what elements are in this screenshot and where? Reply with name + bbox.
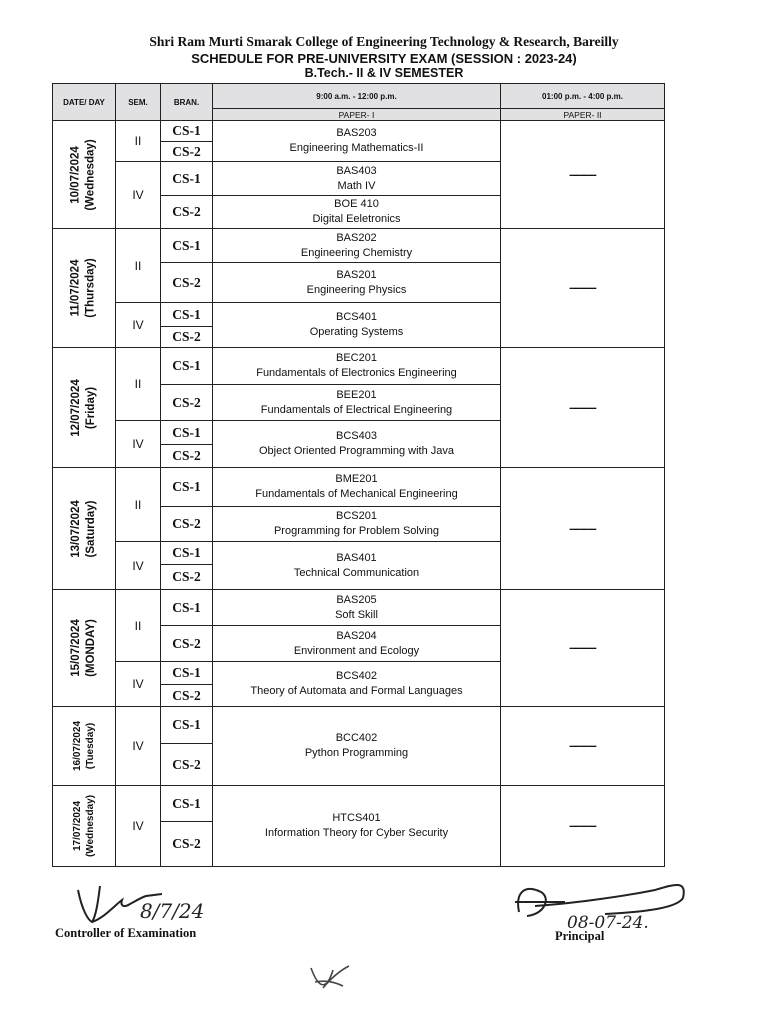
paper-code: BOE 410: [334, 198, 379, 210]
paper-cell: [212, 347, 501, 385]
paper2-cell: ----------: [500, 228, 665, 348]
branch-cell: CS-2: [160, 506, 213, 542]
sem-cell: IV: [115, 302, 161, 348]
paper-name: Information Theory for Cyber Security: [264, 827, 449, 839]
paper-name: Programming for Problem Solving: [273, 525, 440, 537]
paper-cell: [212, 120, 501, 162]
exam-day: (Saturday): [85, 500, 97, 557]
branch-cell: CS-1: [160, 706, 213, 744]
branch-cell: CS-1: [160, 785, 213, 822]
paper-name: Engineering Chemistry: [300, 246, 413, 259]
sem-cell: IV: [115, 420, 161, 468]
paper-cell: [212, 541, 501, 590]
controller-label: Controller of Examination: [55, 926, 197, 940]
header-date-day: DATE/ DAY: [52, 83, 116, 121]
sem-cell: IV: [115, 785, 161, 867]
date-cell: [52, 120, 116, 229]
paper-cell: [212, 706, 501, 786]
paper-name: Engineering Physics: [306, 283, 407, 296]
paper-code: BAS203: [336, 127, 377, 139]
paper-cell: [212, 161, 501, 196]
date-cell: [52, 785, 116, 867]
exam-day: (Thursday): [84, 258, 97, 318]
sem-cell: II: [115, 467, 161, 542]
initials-mark: [305, 960, 355, 994]
branch-cell: CS-1: [160, 420, 213, 445]
paper-code: BCC402: [335, 732, 378, 744]
paper-cell: [212, 302, 501, 348]
paper2-cell: ----------: [500, 120, 665, 229]
paper-cell: [212, 384, 501, 421]
sem-cell: IV: [115, 541, 161, 590]
branch-cell: CS-2: [160, 821, 213, 867]
branch-cell: CS-2: [160, 384, 213, 421]
paper2-cell: ----------: [500, 706, 665, 786]
paper-name: Digital Eeletronics: [312, 213, 401, 225]
header-paper2: PAPER- II: [500, 108, 665, 121]
branch-cell: CS-1: [160, 302, 213, 327]
branch-cell: CS-1: [160, 541, 213, 565]
paper-cell: [212, 625, 501, 662]
paper-code: HTCS401: [332, 812, 381, 824]
branch-cell: CS-2: [160, 743, 213, 786]
date-cell: [52, 706, 116, 786]
header-sem: SEM.: [115, 83, 161, 121]
paper-code: BCS402: [336, 670, 377, 682]
sem-cell: II: [115, 347, 161, 421]
paper-cell: [212, 228, 501, 263]
exam-day: (Wednesday): [85, 138, 98, 211]
sem-cell: IV: [115, 706, 161, 786]
paper-code: BAS205: [336, 593, 377, 606]
branch-cell: CS-2: [160, 141, 213, 162]
paper-cell: [212, 467, 501, 507]
paper-name: Fundamentals of Mechanical Engineering: [255, 488, 458, 500]
college-name: Shri Ram Murti Smarak College of Engineering Technology & Research, Bareilly: [149, 34, 619, 49]
paper-code: BAS403: [336, 164, 377, 177]
paper-cell: [212, 661, 501, 707]
paper2-cell: ----------: [500, 347, 665, 468]
sem-cell: IV: [115, 661, 161, 707]
paper-name: Theory of Automata and Formal Languages: [250, 685, 463, 697]
paper-code: BCS403: [336, 430, 377, 442]
paper2-cell: ----------: [500, 589, 665, 707]
paper-name: Fundamentals of Electrical Engineering: [260, 403, 453, 416]
paper-code: BAS204: [336, 629, 377, 642]
paper-code: BEE201: [336, 388, 377, 401]
branch-cell: CS-1: [160, 589, 213, 626]
branch-cell: CS-1: [160, 161, 213, 196]
paper-cell: [212, 785, 501, 867]
principal-signature-date: 08-07-24.: [567, 913, 649, 933]
paper-cell: [212, 589, 501, 626]
exam-date: 12/07/2024: [70, 378, 82, 437]
sem-cell: II: [115, 589, 161, 662]
branch-cell: CS-2: [160, 195, 213, 229]
paper2-cell: ----------: [500, 785, 665, 867]
paper-name: Math IV: [337, 179, 376, 192]
paper-name: Engineering Mathematics-II: [289, 142, 424, 154]
paper-code: BCS401: [336, 311, 377, 323]
program-title: B.Tech.- II & IV SEMESTER: [304, 66, 464, 80]
paper-name: Environment and Ecology: [293, 644, 420, 657]
sem-cell: IV: [115, 161, 161, 229]
paper-cell: [212, 506, 501, 542]
paper-name: Object Oriented Programming with Java: [258, 445, 455, 457]
sem-cell: II: [115, 228, 161, 303]
paper-code: BAS401: [336, 551, 377, 564]
branch-cell: CS-1: [160, 120, 213, 142]
branch-cell: CS-2: [160, 444, 213, 468]
header-paper1: PAPER- I: [212, 108, 501, 121]
exam-date: 13/07/2024: [70, 499, 82, 558]
paper-code: BEC201: [336, 352, 377, 364]
exam-date: 16/07/2024: [72, 720, 83, 772]
branch-cell: CS-2: [160, 262, 213, 303]
exam-day: (Wednesday): [85, 794, 96, 858]
exam-date: 15/07/2024: [70, 619, 82, 677]
paper-code: BME201: [335, 473, 378, 485]
branch-cell: CS-2: [160, 625, 213, 662]
exam-day: (Friday): [85, 386, 97, 429]
exam-date: 11/07/2024: [69, 259, 82, 317]
branch-cell: CS-2: [160, 564, 213, 590]
controller-signature-date: 8/7/24: [140, 899, 205, 923]
paper-name: Operating Systems: [309, 326, 404, 338]
sem-cell: II: [115, 120, 161, 162]
header-slot1-time: 9:00 a.m. - 12:00 p.m.: [212, 83, 501, 109]
paper-name: Fundamentals of Electronics Engineering: [256, 367, 457, 379]
paper-code: BAS201: [336, 268, 377, 281]
paper-name: Technical Communication: [293, 566, 420, 579]
branch-cell: CS-2: [160, 684, 213, 707]
exam-date: 10/07/2024: [70, 145, 83, 204]
paper2-cell: ----------: [500, 467, 665, 590]
exam-day: (MONDAY): [85, 619, 97, 677]
paper-name: Soft Skill: [335, 608, 378, 621]
date-cell: [52, 347, 116, 468]
paper-code: BAS202: [336, 231, 377, 244]
date-cell: [52, 228, 116, 348]
exam-day: (Tuesday): [85, 722, 96, 770]
paper-cell: [212, 262, 501, 303]
paper-cell: [212, 195, 501, 229]
paper-cell: [212, 420, 501, 468]
paper-name: Python Programming: [304, 747, 409, 759]
branch-cell: CS-2: [160, 326, 213, 348]
branch-cell: CS-1: [160, 228, 213, 263]
schedule-title: SCHEDULE FOR PRE-UNIVERSITY EXAM (SESSION : 2023-24): [191, 51, 577, 66]
exam-date: 17/07/2024: [72, 800, 83, 852]
principal-signature: [505, 872, 720, 934]
date-cell: [52, 467, 116, 590]
branch-cell: CS-1: [160, 467, 213, 507]
header-slot2-time: 01:00 p.m. - 4:00 p.m.: [500, 83, 665, 109]
branch-cell: CS-1: [160, 347, 213, 385]
paper-code: BCS201: [336, 510, 377, 522]
header-branch: BRAN.: [160, 83, 213, 121]
date-cell: [52, 589, 116, 707]
branch-cell: CS-1: [160, 661, 213, 685]
principal-label: Principal: [555, 929, 605, 943]
controller-signature: [70, 876, 210, 928]
